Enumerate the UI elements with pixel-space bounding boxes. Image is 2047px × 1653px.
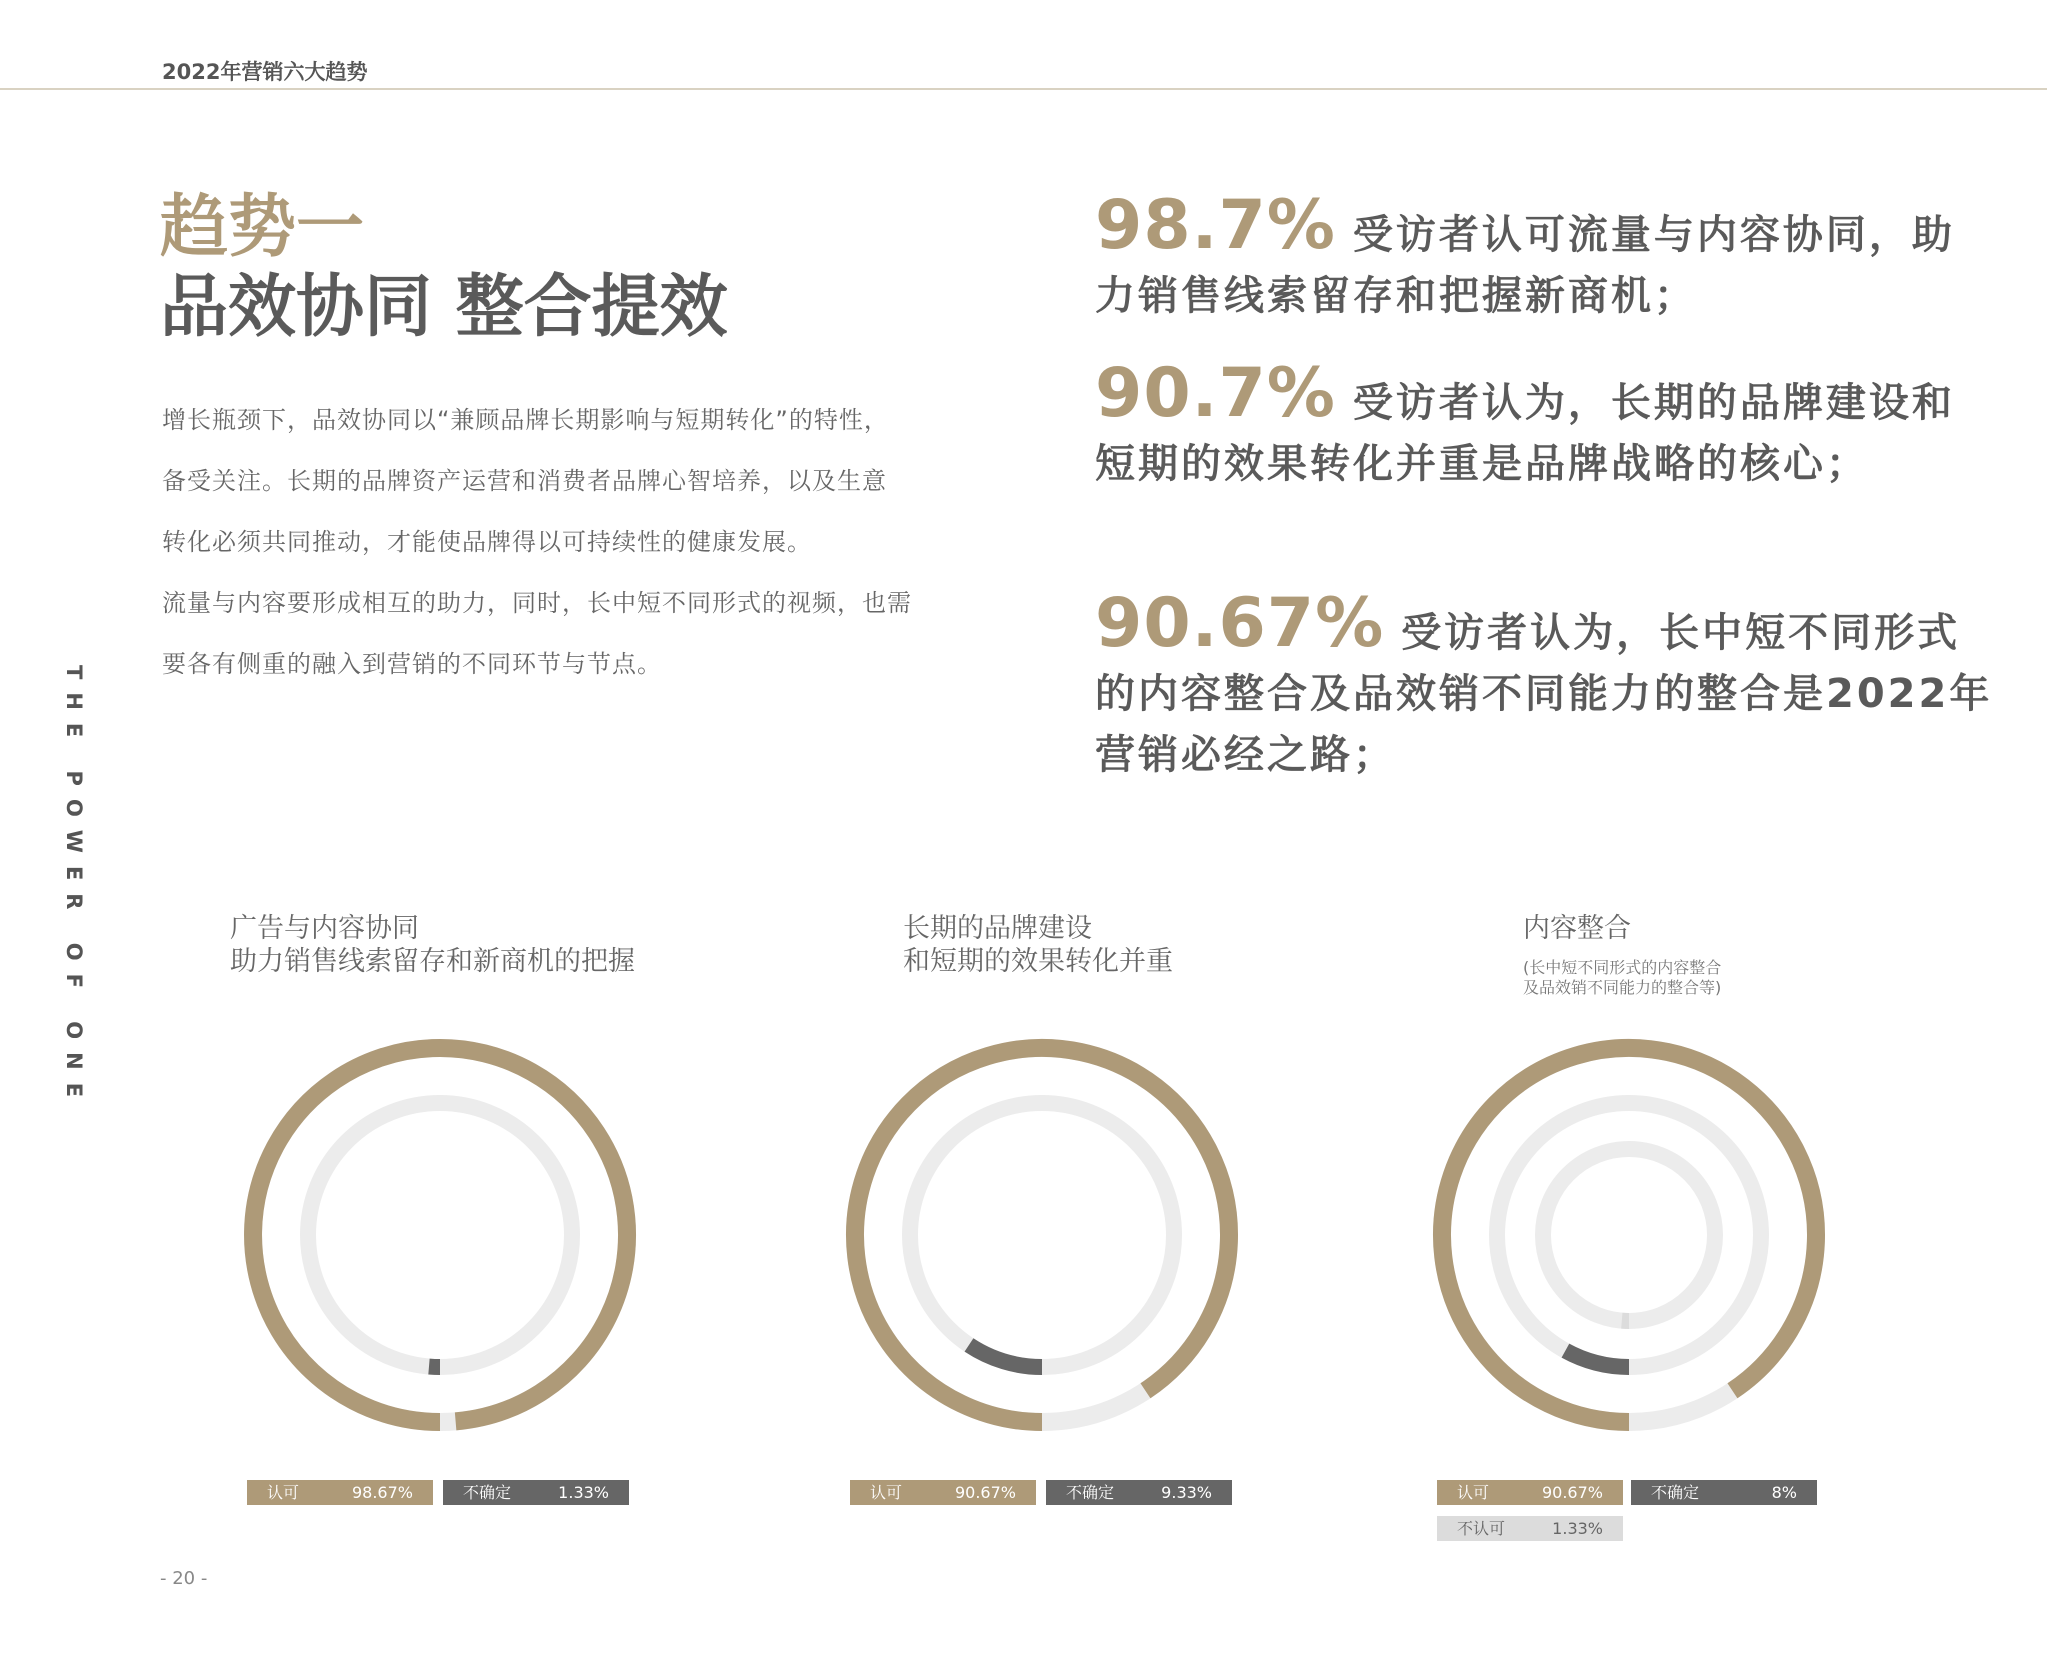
- legend-uncertain: [443, 1480, 629, 1505]
- paragraph-line: 要各有侧重的融入到营销的不同环节与节点。: [162, 650, 662, 678]
- ring-arc-dark: [969, 1345, 1042, 1367]
- legend-value: 1.33%: [558, 1483, 609, 1502]
- chart-title-line: 助力销售线索留存和新商机的把握: [230, 946, 635, 977]
- ring-track: [910, 1103, 1174, 1367]
- chart-note-line: 及品效销不同能力的整合等): [1523, 978, 1722, 997]
- legend-label: 认可: [1457, 1483, 1490, 1502]
- stat-text: 受访者认可流量与内容协同，助力销售线索留存和把握新商机；: [1095, 212, 1955, 319]
- stat-text: 受访者认为，长期的品牌建设和短期的效果转化并重是品牌战略的核心；: [1095, 380, 1955, 487]
- chart-2-rings: [842, 1035, 1242, 1435]
- chart-3-rings: [1429, 1035, 1829, 1435]
- chart-title-line: 和短期的效果转化并重: [903, 946, 1173, 977]
- stat-text: 受访者认为，长中短不同形式的内容整合及品效销不同能力的整合是2022年营销必经之路；: [1095, 610, 1993, 778]
- legend-value: 1.33%: [1552, 1519, 1603, 1538]
- stat-percent: 98.7%: [1095, 186, 1336, 265]
- trend-description: [162, 390, 952, 695]
- stat-block-2: [1095, 354, 1995, 495]
- paragraph-line: 备受关注。长期的品牌资产运营和消费者品牌心智培养，以及生意: [162, 467, 887, 495]
- chart-note-line: (长中短不同形式的内容整合: [1523, 958, 1722, 977]
- stat-block-1: [1095, 186, 1995, 327]
- chart-1-rings: [240, 1035, 640, 1435]
- chart-2-title: [903, 912, 1173, 978]
- chart-title-line: 长期的品牌建设: [903, 913, 1092, 944]
- stat-block-3: [1095, 584, 1995, 786]
- side-vertical-text: THE POWER OF ONE: [62, 665, 86, 1111]
- page-number: - 20 -: [160, 1568, 208, 1589]
- chart-3-note: [1523, 958, 1721, 998]
- stat-percent: 90.67%: [1095, 584, 1385, 663]
- legend-value: 98.67%: [351, 1483, 413, 1502]
- legend-uncertain: [1631, 1480, 1817, 1505]
- legend-label: 认可: [267, 1483, 300, 1502]
- ring-track: [308, 1103, 572, 1367]
- legend-value: 8%: [1771, 1483, 1797, 1502]
- legend-label: 不确定: [463, 1483, 512, 1502]
- header-divider: [0, 88, 2047, 90]
- chart-3-title: [1523, 912, 1631, 945]
- legend-label: 不确定: [1066, 1483, 1115, 1502]
- ring-arc-dark: [1565, 1351, 1629, 1367]
- paragraph-line: 流量与内容要形成相互的助力，同时，长中短不同形式的视频，也需: [162, 589, 912, 617]
- paragraph-line: 转化必须共同推动，才能使品牌得以可持续性的健康发展。: [162, 528, 812, 556]
- legend-label: 不确定: [1651, 1483, 1700, 1502]
- legend-approve: [1437, 1480, 1623, 1505]
- legend-label: 不认可: [1457, 1519, 1506, 1538]
- legend-uncertain: [1046, 1480, 1232, 1505]
- legend-disapprove: [1437, 1516, 1623, 1541]
- stat-percent: 90.7%: [1095, 354, 1336, 433]
- chart-title-line: 广告与内容协同: [230, 913, 419, 944]
- legend-approve: [247, 1480, 433, 1505]
- legend-approve: [850, 1480, 1036, 1505]
- legend-value: 90.67%: [954, 1483, 1016, 1502]
- paragraph-line: 增长瓶颈下，品效协同以“兼顾品牌长期影响与短期转化”的特性，: [162, 406, 889, 434]
- trend-label: 趋势一: [160, 188, 365, 267]
- header-title: 2022年营销六大趋势: [162, 60, 368, 84]
- legend-value: 90.67%: [1541, 1483, 1603, 1502]
- ring-track: [1543, 1149, 1715, 1321]
- chart-title-line: 内容整合: [1523, 913, 1631, 944]
- legend-label: 认可: [870, 1483, 903, 1502]
- trend-title: 品效协同 整合提效: [160, 268, 728, 347]
- legend-value: 9.33%: [1161, 1483, 1212, 1502]
- chart-1-title: [230, 912, 635, 978]
